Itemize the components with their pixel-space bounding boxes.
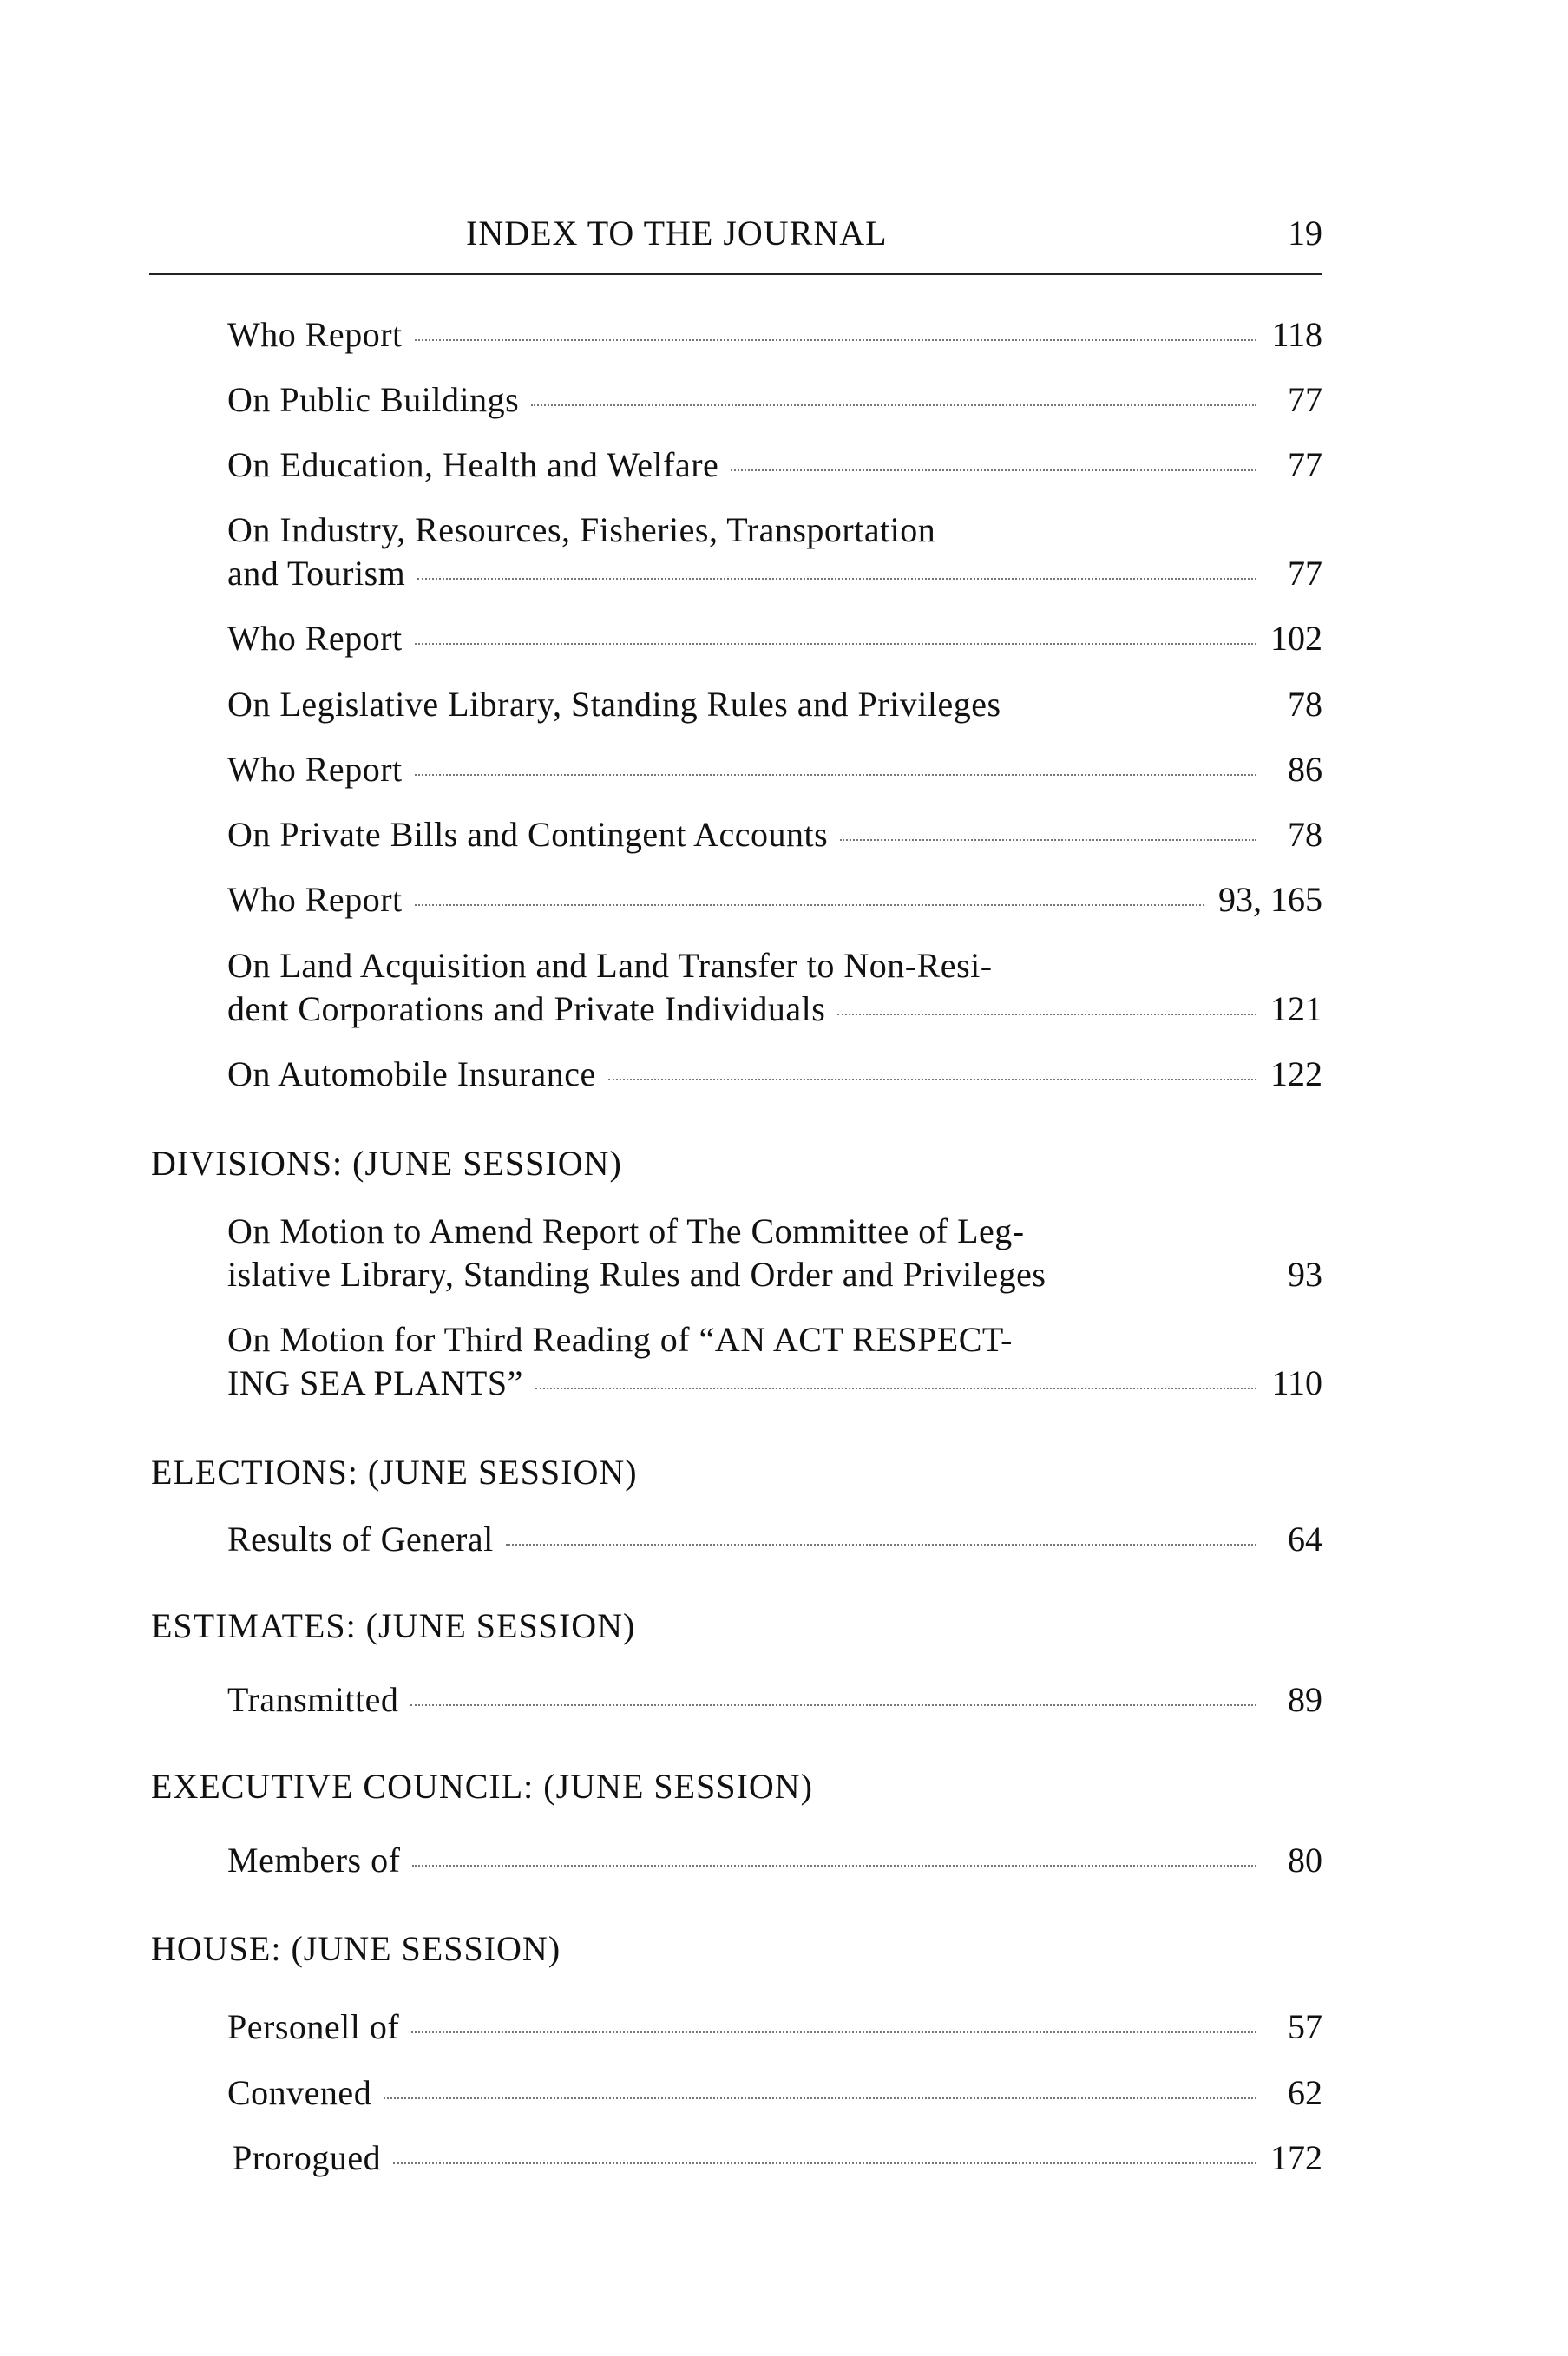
index-entry	[227, 2006, 1322, 2048]
dot-leader	[837, 1014, 1256, 1015]
dot-leader	[608, 1079, 1256, 1080]
index-entry	[227, 879, 1322, 921]
index-entry	[227, 1840, 1322, 1881]
section-heading: ELECTIONS: (JUNE SESSION)	[151, 1453, 638, 1492]
entry-page: 77	[1288, 554, 1322, 593]
entry-text: Transmitted	[227, 1680, 399, 1719]
entry-text: Who Report	[227, 315, 403, 354]
index-entry	[227, 553, 1322, 594]
entry-page: 77	[1288, 445, 1322, 484]
index-entry	[227, 684, 1322, 725]
dot-leader	[415, 904, 1204, 906]
entry-text: dent Corporations and Private Individuals	[227, 989, 826, 1028]
entry-text: On Automobile Insurance	[227, 1054, 596, 1093]
entry-text: Results of General	[227, 1519, 494, 1559]
entry-page: 77	[1288, 380, 1322, 419]
index-entry	[227, 1254, 1322, 1296]
entry-page: 93, 165	[1218, 880, 1322, 919]
entry-page: 64	[1288, 1519, 1322, 1559]
dot-leader	[393, 2162, 1256, 2164]
index-entry	[227, 1362, 1322, 1404]
entry-page: 102	[1270, 619, 1322, 658]
entry-page: 93	[1288, 1255, 1322, 1294]
dot-leader	[415, 643, 1256, 645]
section-heading: ESTIMATES: (JUNE SESSION)	[151, 1606, 636, 1645]
entry-page: 121	[1270, 989, 1322, 1028]
entry-page: 57	[1288, 2007, 1322, 2046]
entry-page: 172	[1270, 2138, 1322, 2177]
entry-text: Personell of	[227, 2007, 400, 2046]
page-title: INDEX TO THE JOURNAL	[466, 213, 888, 253]
section-heading: DIVISIONS: (JUNE SESSION)	[151, 1144, 622, 1183]
entry-text-line1: On Motion for Third Reading of “AN ACT RESPECT-	[227, 1320, 1013, 1359]
entry-page: 78	[1288, 815, 1322, 854]
entry-text-line1: On Motion to Amend Report of The Committee of Leg-	[227, 1211, 1025, 1250]
dot-leader	[415, 774, 1256, 776]
index-entry	[227, 814, 1322, 856]
page-number: 19	[1288, 213, 1322, 253]
entry-page: 78	[1288, 685, 1322, 724]
entry-page: 80	[1288, 1841, 1322, 1880]
section-heading: EXECUTIVE COUNCIL: (JUNE SESSION)	[151, 1767, 813, 1806]
index-entry	[227, 444, 1322, 486]
entry-page: 110	[1271, 1363, 1322, 1402]
index-entry	[227, 1053, 1322, 1095]
entry-page: 62	[1288, 2073, 1322, 2112]
entry-text: islative Library, Standing Rules and Order and Privileges	[227, 1255, 1046, 1294]
entry-text: Convened	[227, 2073, 372, 2112]
dot-leader	[384, 2097, 1256, 2099]
entry-text: Who Report	[227, 619, 403, 658]
index-entry	[227, 749, 1322, 791]
dot-leader	[412, 1865, 1256, 1867]
entry-text: Members of	[227, 1841, 401, 1880]
entry-text: On Public Buildings	[227, 380, 520, 419]
entry-text: ING SEA PLANTS”	[227, 1363, 523, 1402]
entry-text: Who Report	[227, 880, 403, 919]
dot-leader	[415, 339, 1256, 341]
entry-text: Prorogued	[233, 2138, 382, 2177]
dot-leader	[417, 578, 1256, 580]
dot-leader	[411, 2031, 1256, 2033]
entry-page: 89	[1288, 1680, 1322, 1719]
dot-leader	[535, 1388, 1256, 1389]
dot-leader	[840, 839, 1256, 841]
entry-text-line1: On Industry, Resources, Fisheries, Transportation	[227, 510, 936, 549]
index-entry	[227, 1679, 1322, 1721]
dot-leader	[506, 1544, 1256, 1546]
entry-page: 122	[1270, 1054, 1322, 1093]
entry-text: On Private Bills and Contingent Accounts	[227, 815, 829, 854]
entry-text-line1: On Land Acquisition and Land Transfer to Non-Resi-	[227, 946, 993, 985]
index-entry	[227, 314, 1322, 356]
section-heading: HOUSE: (JUNE SESSION)	[151, 1929, 561, 1968]
index-entry	[227, 1519, 1322, 1560]
dot-leader	[531, 404, 1256, 406]
dot-leader	[731, 469, 1256, 471]
entry-text: Who Report	[227, 750, 403, 789]
dot-leader	[410, 1704, 1256, 1706]
entry-page: 118	[1271, 315, 1322, 354]
entry-text: On Legislative Library, Standing Rules and Privileges	[227, 685, 1001, 724]
index-entry	[227, 379, 1322, 421]
index-entry	[227, 2072, 1322, 2114]
index-entry	[227, 618, 1322, 660]
page-header	[149, 213, 1322, 275]
entry-page: 86	[1288, 750, 1322, 789]
index-entry	[227, 988, 1322, 1030]
entry-text: On Education, Health and Welfare	[227, 445, 719, 484]
index-entry	[233, 2137, 1322, 2179]
entry-text: and Tourism	[227, 554, 406, 593]
